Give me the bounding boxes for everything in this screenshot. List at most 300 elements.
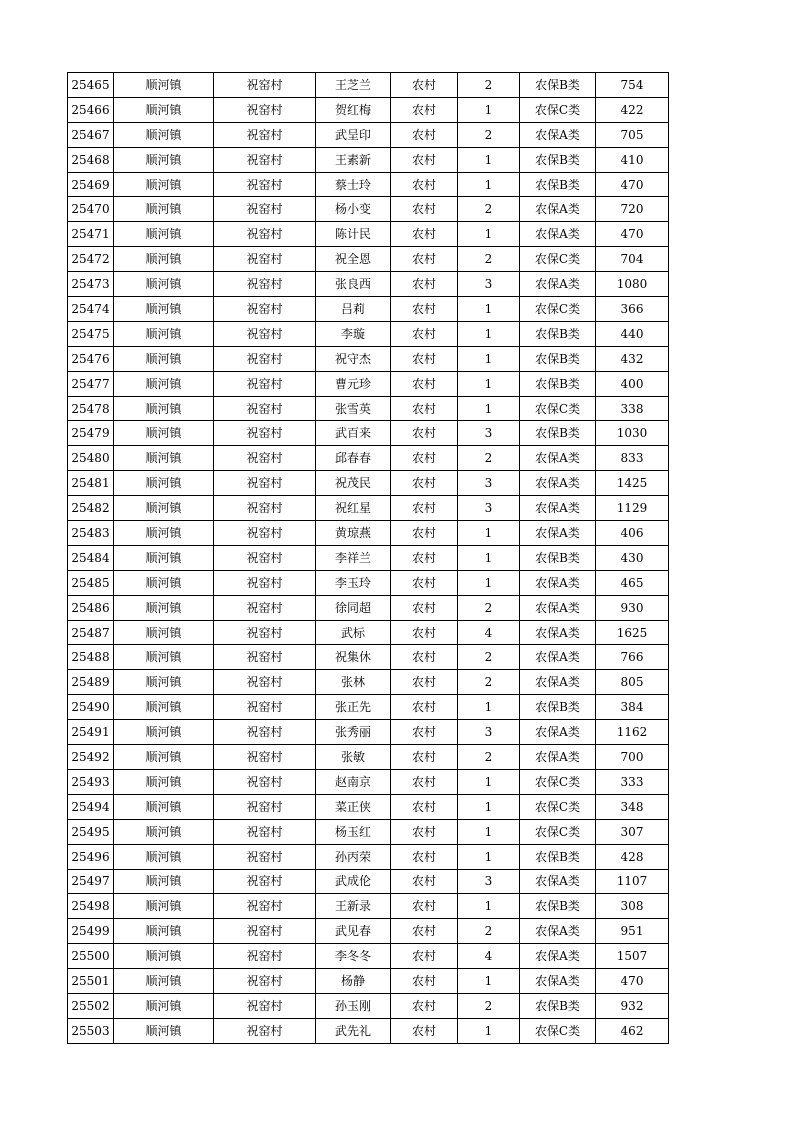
table-row [68,297,669,322]
amount-cell: 432 [596,346,669,371]
table-row [68,222,669,247]
village-cell: 祝窑村 [214,894,316,919]
insurance-category-cell: 农保A类 [520,222,596,247]
insurance-category-cell: 农保A类 [520,272,596,297]
table-row [68,421,669,446]
village-cell: 祝窑村 [214,496,316,521]
village-cell: 祝窑村 [214,247,316,272]
row-id-cell: 25478 [68,396,114,421]
town-cell: 顺河镇 [114,645,214,670]
table-row [68,1018,669,1043]
village-cell: 祝窑村 [214,73,316,98]
household-count-cell: 1 [458,1018,520,1043]
hukou-type-cell: 农村 [391,297,458,322]
village-cell: 祝窑村 [214,545,316,570]
amount-cell: 1030 [596,421,669,446]
amount-cell: 366 [596,297,669,322]
insurance-category-cell: 农保A类 [520,944,596,969]
village-cell: 祝窑村 [214,670,316,695]
row-id-cell: 25473 [68,272,114,297]
name-cell: 武先礼 [316,1018,391,1043]
name-cell: 张正先 [316,695,391,720]
village-cell: 祝窑村 [214,222,316,247]
hukou-type-cell: 农村 [391,919,458,944]
hukou-type-cell: 农村 [391,969,458,994]
hukou-type-cell: 农村 [391,147,458,172]
village-cell: 祝窑村 [214,993,316,1018]
village-cell: 祝窑村 [214,421,316,446]
amount-cell: 307 [596,819,669,844]
row-id-cell: 25480 [68,446,114,471]
household-count-cell: 1 [458,894,520,919]
village-cell: 祝窑村 [214,819,316,844]
row-id-cell: 25483 [68,521,114,546]
row-id-cell: 25495 [68,819,114,844]
town-cell: 顺河镇 [114,993,214,1018]
village-cell: 祝窑村 [214,346,316,371]
name-cell: 李璇 [316,321,391,346]
insurance-category-cell: 农保A类 [520,745,596,770]
insurance-category-cell: 农保A类 [520,197,596,222]
household-count-cell: 1 [458,521,520,546]
insurance-category-cell: 农保B类 [520,993,596,1018]
table-row [68,73,669,98]
table-row [68,122,669,147]
town-cell: 顺河镇 [114,371,214,396]
table-row [68,720,669,745]
insurance-category-cell: 农保B类 [520,346,596,371]
household-count-cell: 2 [458,745,520,770]
table-row [68,819,669,844]
row-id-cell: 25493 [68,769,114,794]
village-cell: 祝窑村 [214,794,316,819]
household-count-cell: 1 [458,297,520,322]
amount-cell: 951 [596,919,669,944]
village-cell: 祝窑村 [214,969,316,994]
hukou-type-cell: 农村 [391,993,458,1018]
town-cell: 顺河镇 [114,670,214,695]
insurance-category-cell: 农保B类 [520,73,596,98]
household-count-cell: 1 [458,97,520,122]
hukou-type-cell: 农村 [391,620,458,645]
household-count-cell: 4 [458,944,520,969]
town-cell: 顺河镇 [114,745,214,770]
town-cell: 顺河镇 [114,944,214,969]
amount-cell: 700 [596,745,669,770]
village-cell: 祝窑村 [214,620,316,645]
amount-cell: 1129 [596,496,669,521]
hukou-type-cell: 农村 [391,371,458,396]
amount-cell: 1162 [596,720,669,745]
table-row [68,521,669,546]
table-row [68,745,669,770]
village-cell: 祝窑村 [214,197,316,222]
village-cell: 祝窑村 [214,446,316,471]
village-cell: 祝窑村 [214,396,316,421]
name-cell: 杨玉红 [316,819,391,844]
row-id-cell: 25485 [68,570,114,595]
amount-cell: 470 [596,222,669,247]
table-row [68,545,669,570]
town-cell: 顺河镇 [114,197,214,222]
hukou-type-cell: 农村 [391,222,458,247]
name-cell: 李玉玲 [316,570,391,595]
name-cell: 祝全恩 [316,247,391,272]
table-row [68,496,669,521]
hukou-type-cell: 农村 [391,247,458,272]
hukou-type-cell: 农村 [391,844,458,869]
insurance-category-cell: 农保A类 [520,122,596,147]
household-count-cell: 3 [458,421,520,446]
village-cell: 祝窑村 [214,321,316,346]
name-cell: 邱春春 [316,446,391,471]
household-count-cell: 1 [458,172,520,197]
amount-cell: 705 [596,122,669,147]
amount-cell: 930 [596,595,669,620]
village-cell: 祝窑村 [214,122,316,147]
household-count-cell: 1 [458,396,520,421]
town-cell: 顺河镇 [114,396,214,421]
table-row [68,272,669,297]
row-id-cell: 25494 [68,794,114,819]
hukou-type-cell: 农村 [391,446,458,471]
table-row [68,620,669,645]
town-cell: 顺河镇 [114,570,214,595]
row-id-cell: 25476 [68,346,114,371]
household-count-cell: 2 [458,446,520,471]
name-cell: 菜正侠 [316,794,391,819]
row-id-cell: 25500 [68,944,114,969]
household-count-cell: 1 [458,222,520,247]
row-id-cell: 25502 [68,993,114,1018]
row-id-cell: 25481 [68,471,114,496]
amount-cell: 754 [596,73,669,98]
town-cell: 顺河镇 [114,1018,214,1043]
town-cell: 顺河镇 [114,247,214,272]
village-cell: 祝窑村 [214,769,316,794]
amount-cell: 805 [596,670,669,695]
insurance-category-cell: 农保C类 [520,769,596,794]
name-cell: 吕莉 [316,297,391,322]
household-count-cell: 3 [458,496,520,521]
town-cell: 顺河镇 [114,496,214,521]
village-cell: 祝窑村 [214,1018,316,1043]
table-row [68,844,669,869]
village-cell: 祝窑村 [214,297,316,322]
household-count-cell: 2 [458,993,520,1018]
town-cell: 顺河镇 [114,869,214,894]
row-id-cell: 25484 [68,545,114,570]
village-cell: 祝窑村 [214,919,316,944]
insurance-category-cell: 农保A类 [520,570,596,595]
name-cell: 贺红梅 [316,97,391,122]
insurance-category-cell: 农保A类 [520,670,596,695]
row-id-cell: 25475 [68,321,114,346]
village-cell: 祝窑村 [214,371,316,396]
insurance-category-cell: 农保C类 [520,297,596,322]
row-id-cell: 25498 [68,894,114,919]
name-cell: 孙玉刚 [316,993,391,1018]
hukou-type-cell: 农村 [391,521,458,546]
name-cell: 赵南京 [316,769,391,794]
amount-cell: 1507 [596,944,669,969]
hukou-type-cell: 农村 [391,396,458,421]
insurance-category-cell: 农保A类 [520,496,596,521]
amount-cell: 1107 [596,869,669,894]
household-count-cell: 1 [458,371,520,396]
amount-cell: 333 [596,769,669,794]
village-cell: 祝窑村 [214,944,316,969]
name-cell: 黄琼燕 [316,521,391,546]
insurance-category-cell: 农保C类 [520,794,596,819]
amount-cell: 422 [596,97,669,122]
table-row [68,321,669,346]
name-cell: 李祥兰 [316,545,391,570]
insurance-category-cell: 农保B类 [520,545,596,570]
town-cell: 顺河镇 [114,595,214,620]
row-id-cell: 25496 [68,844,114,869]
table-row [68,794,669,819]
table-row [68,919,669,944]
hukou-type-cell: 农村 [391,794,458,819]
amount-cell: 465 [596,570,669,595]
household-count-cell: 2 [458,919,520,944]
hukou-type-cell: 农村 [391,471,458,496]
hukou-type-cell: 农村 [391,819,458,844]
row-id-cell: 25482 [68,496,114,521]
amount-cell: 720 [596,197,669,222]
row-id-cell: 25497 [68,869,114,894]
insurance-category-cell: 农保A类 [520,720,596,745]
town-cell: 顺河镇 [114,346,214,371]
insurance-category-cell: 农保B类 [520,147,596,172]
amount-cell: 833 [596,446,669,471]
row-id-cell: 25488 [68,645,114,670]
amount-cell: 470 [596,969,669,994]
row-id-cell: 25501 [68,969,114,994]
household-count-cell: 1 [458,321,520,346]
household-count-cell: 2 [458,645,520,670]
amount-cell: 308 [596,894,669,919]
name-cell: 武标 [316,620,391,645]
table-row [68,769,669,794]
name-cell: 祝守杰 [316,346,391,371]
amount-cell: 384 [596,695,669,720]
amount-cell: 462 [596,1018,669,1043]
name-cell: 杨小变 [316,197,391,222]
village-cell: 祝窑村 [214,521,316,546]
household-count-cell: 4 [458,620,520,645]
table-row [68,969,669,994]
table-row [68,97,669,122]
name-cell: 张秀丽 [316,720,391,745]
name-cell: 张敏 [316,745,391,770]
household-count-cell: 1 [458,819,520,844]
name-cell: 祝红星 [316,496,391,521]
table-row [68,147,669,172]
household-count-cell: 1 [458,794,520,819]
hukou-type-cell: 农村 [391,745,458,770]
town-cell: 顺河镇 [114,272,214,297]
amount-cell: 348 [596,794,669,819]
hukou-type-cell: 农村 [391,894,458,919]
town-cell: 顺河镇 [114,122,214,147]
hukou-type-cell: 农村 [391,695,458,720]
household-count-cell: 1 [458,695,520,720]
insurance-category-cell: 农保B类 [520,421,596,446]
hukou-type-cell: 农村 [391,197,458,222]
table-row [68,944,669,969]
village-cell: 祝窑村 [214,471,316,496]
town-cell: 顺河镇 [114,172,214,197]
insurance-category-cell: 农保C类 [520,819,596,844]
hukou-type-cell: 农村 [391,73,458,98]
hukou-type-cell: 农村 [391,321,458,346]
hukou-type-cell: 农村 [391,645,458,670]
amount-cell: 704 [596,247,669,272]
village-cell: 祝窑村 [214,745,316,770]
household-count-cell: 3 [458,272,520,297]
name-cell: 王新录 [316,894,391,919]
amount-cell: 410 [596,147,669,172]
hukou-type-cell: 农村 [391,496,458,521]
insurance-category-cell: 农保B类 [520,172,596,197]
table-row [68,869,669,894]
household-count-cell: 3 [458,869,520,894]
name-cell: 祝集休 [316,645,391,670]
row-id-cell: 25486 [68,595,114,620]
row-id-cell: 25472 [68,247,114,272]
insurance-category-cell: 农保C类 [520,396,596,421]
amount-cell: 766 [596,645,669,670]
insurance-category-cell: 农保A类 [520,446,596,471]
hukou-type-cell: 农村 [391,869,458,894]
insurance-category-cell: 农保A类 [520,969,596,994]
town-cell: 顺河镇 [114,73,214,98]
amount-cell: 430 [596,545,669,570]
amount-cell: 1425 [596,471,669,496]
row-id-cell: 25492 [68,745,114,770]
amount-cell: 932 [596,993,669,1018]
town-cell: 顺河镇 [114,222,214,247]
table-row [68,197,669,222]
village-cell: 祝窑村 [214,272,316,297]
table-row [68,446,669,471]
table-row [68,894,669,919]
household-count-cell: 1 [458,769,520,794]
village-cell: 祝窑村 [214,844,316,869]
household-count-cell: 3 [458,720,520,745]
row-id-cell: 25487 [68,620,114,645]
hukou-type-cell: 农村 [391,346,458,371]
household-count-cell: 3 [458,471,520,496]
table-row [68,371,669,396]
table-row [68,396,669,421]
town-cell: 顺河镇 [114,321,214,346]
town-cell: 顺河镇 [114,421,214,446]
insurance-category-cell: 农保C类 [520,1018,596,1043]
insurance-category-cell: 农保B类 [520,321,596,346]
town-cell: 顺河镇 [114,620,214,645]
insurance-category-cell: 农保B类 [520,894,596,919]
name-cell: 张林 [316,670,391,695]
insurance-category-cell: 农保A类 [520,595,596,620]
hukou-type-cell: 农村 [391,545,458,570]
household-count-cell: 2 [458,197,520,222]
name-cell: 李冬冬 [316,944,391,969]
town-cell: 顺河镇 [114,695,214,720]
row-id-cell: 25491 [68,720,114,745]
hukou-type-cell: 农村 [391,97,458,122]
insurance-category-cell: 农保A类 [520,869,596,894]
table-row [68,570,669,595]
name-cell: 徐同超 [316,595,391,620]
town-cell: 顺河镇 [114,720,214,745]
name-cell: 武呈印 [316,122,391,147]
town-cell: 顺河镇 [114,297,214,322]
row-id-cell: 25499 [68,919,114,944]
household-count-cell: 2 [458,73,520,98]
town-cell: 顺河镇 [114,894,214,919]
row-id-cell: 25468 [68,147,114,172]
table-row [68,993,669,1018]
household-count-cell: 1 [458,570,520,595]
name-cell: 武百来 [316,421,391,446]
village-cell: 祝窑村 [214,695,316,720]
town-cell: 顺河镇 [114,521,214,546]
village-cell: 祝窑村 [214,595,316,620]
name-cell: 武成伦 [316,869,391,894]
table-row [68,670,669,695]
amount-cell: 440 [596,321,669,346]
household-count-cell: 1 [458,545,520,570]
name-cell: 蔡士玲 [316,172,391,197]
table-row [68,595,669,620]
amount-cell: 428 [596,844,669,869]
table-row [68,645,669,670]
town-cell: 顺河镇 [114,969,214,994]
town-cell: 顺河镇 [114,147,214,172]
beneficiary-table [67,72,669,1044]
name-cell: 祝茂民 [316,471,391,496]
name-cell: 张良西 [316,272,391,297]
hukou-type-cell: 农村 [391,670,458,695]
hukou-type-cell: 农村 [391,1018,458,1043]
row-id-cell: 25471 [68,222,114,247]
town-cell: 顺河镇 [114,819,214,844]
row-id-cell: 25469 [68,172,114,197]
village-cell: 祝窑村 [214,570,316,595]
insurance-category-cell: 农保A类 [520,620,596,645]
name-cell: 杨静 [316,969,391,994]
hukou-type-cell: 农村 [391,272,458,297]
row-id-cell: 25465 [68,73,114,98]
household-count-cell: 2 [458,595,520,620]
name-cell: 孙丙荣 [316,844,391,869]
name-cell: 张雪英 [316,396,391,421]
insurance-category-cell: 农保C类 [520,97,596,122]
town-cell: 顺河镇 [114,794,214,819]
amount-cell: 406 [596,521,669,546]
household-count-cell: 2 [458,670,520,695]
hukou-type-cell: 农村 [391,172,458,197]
village-cell: 祝窑村 [214,869,316,894]
name-cell: 王素新 [316,147,391,172]
town-cell: 顺河镇 [114,446,214,471]
row-id-cell: 25470 [68,197,114,222]
village-cell: 祝窑村 [214,97,316,122]
amount-cell: 470 [596,172,669,197]
